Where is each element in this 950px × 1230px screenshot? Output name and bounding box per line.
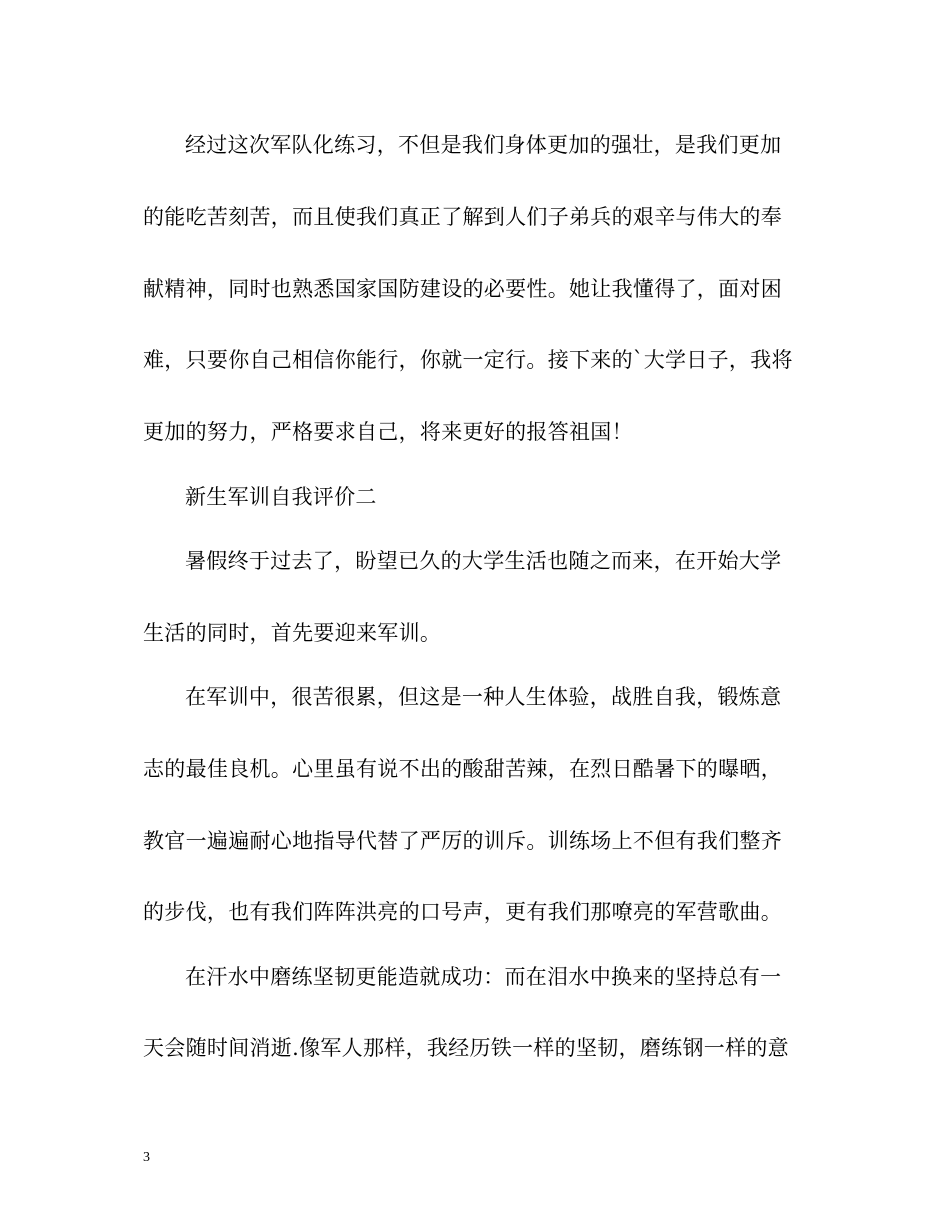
paragraph-line: 在汗水中磨练坚韧更能造就成功：而在泪水中换来的坚持总有一 (185, 965, 782, 989)
paragraph-line: 天会随时间消逝.像军人那样，我经历铁一样的坚韧，磨练钢一样的意 (143, 1036, 789, 1060)
page-number: 3 (143, 1150, 150, 1165)
paragraph-line: 教官一遍遍耐心地指导代替了严厉的训斥。训练场上不但有我们整齐 (143, 829, 782, 853)
paragraph-line: 志的最佳良机。心里虽有说不出的酸甜苦辣，在烈日酷暑下的曝晒， (143, 757, 782, 781)
paragraph-line: 献精神，同时也熟悉国家国防建设的必要性。她让我懂得了，面对困 (143, 277, 782, 301)
paragraph-line: 经过这次军队化练习，不但是我们身体更加的强壮，是我们更加 (185, 133, 782, 157)
paragraph-line: 生活的同时，首先要迎来军训。 (143, 621, 442, 645)
paragraph-line: 更加的努力，严格要求自己，将来更好的报答祖国！ (143, 420, 633, 444)
paragraph-line: 暑假终于过去了，盼望已久的大学生活也随之而来，在开始大学 (185, 549, 782, 573)
paragraph-line: 的能吃苦刻苦，而且使我们真正了解到人们子弟兵的艰辛与伟大的奉 (143, 205, 782, 229)
paragraph-line: 的步伐，也有我们阵阵洪亮的口号声，更有我们那嘹亮的军营歌曲。 (143, 900, 782, 924)
paragraph-line: 在军训中，很苦很累，但这是一种人生体验，战胜自我，锻炼意 (185, 685, 782, 709)
paragraph-line: 难，只要你自己相信你能行，你就一定行。接下来的`大学日子，我将 (143, 348, 793, 372)
section-heading: 新生军训自我评价二 (185, 485, 377, 509)
